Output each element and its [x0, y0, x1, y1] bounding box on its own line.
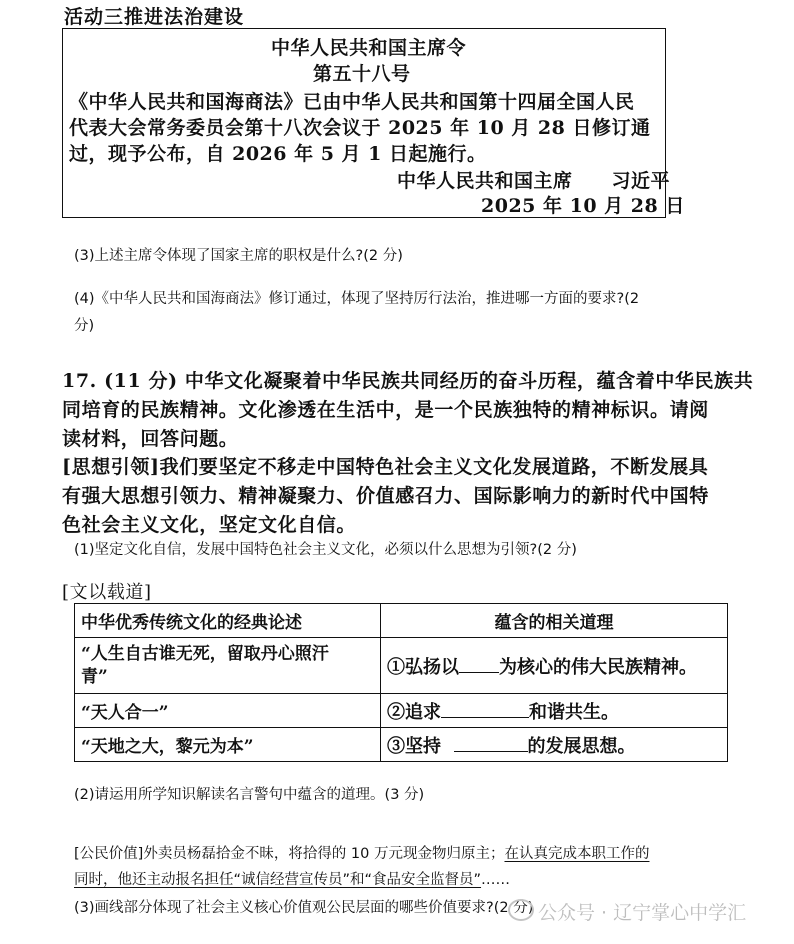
ellipsis: ……	[481, 872, 511, 888]
decree-signature: 中华人民共和国主席 习近平	[397, 170, 671, 192]
decree-body-line: 过，现予公布，自 2026 年 5 月 1 日起施行。	[69, 143, 487, 165]
fill-in-blank	[454, 735, 528, 752]
question-17-stem: 读材料，回答问题。	[62, 428, 239, 450]
quote-cell: “天地之大，黎元为本”	[75, 728, 381, 762]
question-4-line1: (4)《中华人民共和国海商法》修订通过，体现了坚持厉行法治，推进哪一方面的要求?(2	[74, 291, 640, 307]
question-17-stem: 17. (11 分) 中华文化凝聚着中华民族共同经历的奋斗历程，蕴含着中华民族共	[62, 370, 754, 392]
sub-question-2: (2)请运用所学知识解读名言警句中蕴含的道理。(3 分)	[74, 787, 425, 803]
meaning-suffix: 为核心的伟大民族精神。	[499, 656, 697, 678]
decree-date: 2025 年 10 月 28 日	[481, 195, 685, 217]
table-row	[75, 638, 728, 694]
meaning-cell	[381, 694, 728, 728]
question-4-line2: 分)	[74, 318, 95, 334]
quote-cell: “天人合一”	[75, 694, 381, 728]
meaning-prefix: ②追求	[387, 701, 441, 723]
decree-body-line: 代表大会常务委员会第十八次会议于 2025 年 10 月 28 日修订通	[69, 117, 651, 139]
fill-in-blank	[459, 656, 499, 673]
underlined-text: 在认真完成本职工作的	[504, 846, 650, 862]
material-1: 色社会主义文化，坚定文化自信。	[62, 514, 357, 536]
quote-text: 青”	[81, 666, 108, 687]
meaning-suffix: 和谐共生。	[529, 701, 619, 723]
decree-number: 第五十八号	[313, 63, 411, 85]
material-3-line2	[74, 868, 510, 889]
fill-in-blank	[441, 701, 529, 718]
meaning-cell	[381, 638, 728, 694]
material-1: 有强大思想引领力、精神凝聚力、价值感召力、国际影响力的新时代中国特	[62, 485, 709, 507]
section-title: 活动三推进法治建设	[64, 6, 245, 28]
material-3-line1	[74, 842, 649, 863]
sub-question-1: (1)坚定文化自信，发展中国特色社会主义文化，必须以什么思想为引领?(2 分)	[74, 542, 577, 558]
decree-box	[62, 28, 685, 218]
decree-title: 中华人民共和国主席令	[271, 37, 467, 59]
meaning-prefix: ①弘扬以	[387, 656, 459, 678]
meaning-cell	[381, 728, 728, 762]
table-header-cell: 蕴含的相关道理	[381, 604, 728, 638]
question-17-stem: 同培育的民族精神。文化渗透在生活中，是一个民族独特的精神标识。请阅	[62, 399, 709, 421]
table-header-cell: 中华优秀传统文化的经典论述	[75, 604, 381, 638]
watermark	[508, 898, 746, 925]
material-3-text: [公民价值]外卖员杨磊拾金不昧，将拾得的 10 万元现金物归原主；	[74, 846, 505, 862]
wechat-icon	[508, 899, 534, 921]
underlined-text: 同时，他还主动报名担任“诚信经营宣传员”和“食品安全监督员”	[74, 872, 482, 888]
quote-cell	[75, 638, 381, 694]
table-row	[75, 728, 728, 762]
meaning-suffix: 的发展思想。	[527, 735, 636, 757]
material-2-heading: [文以载道]	[62, 582, 152, 603]
sub-question-3: (3)画线部分体现了社会主义核心价值观公民层面的哪些价值要求?(2 分)	[74, 900, 534, 916]
table-header-row	[75, 604, 728, 638]
culture-table	[74, 603, 728, 762]
quote-text: “人生自古谁无死，留取丹心照汗	[81, 643, 329, 664]
material-1: [思想引领]我们要坚定不移走中国特色社会主义文化发展道路，不断发展具	[62, 456, 709, 478]
watermark-text: 公众号 · 辽宁掌心中学汇	[538, 902, 747, 924]
question-3: (3)上述主席令体现了国家主席的职权是什么?(2 分)	[74, 248, 403, 264]
table-row	[75, 694, 728, 728]
meaning-prefix: ③坚持	[387, 735, 441, 757]
decree-body-line: 《中华人民共和国海商法》已由中华人民共和国第十四届全国人民	[69, 91, 635, 113]
